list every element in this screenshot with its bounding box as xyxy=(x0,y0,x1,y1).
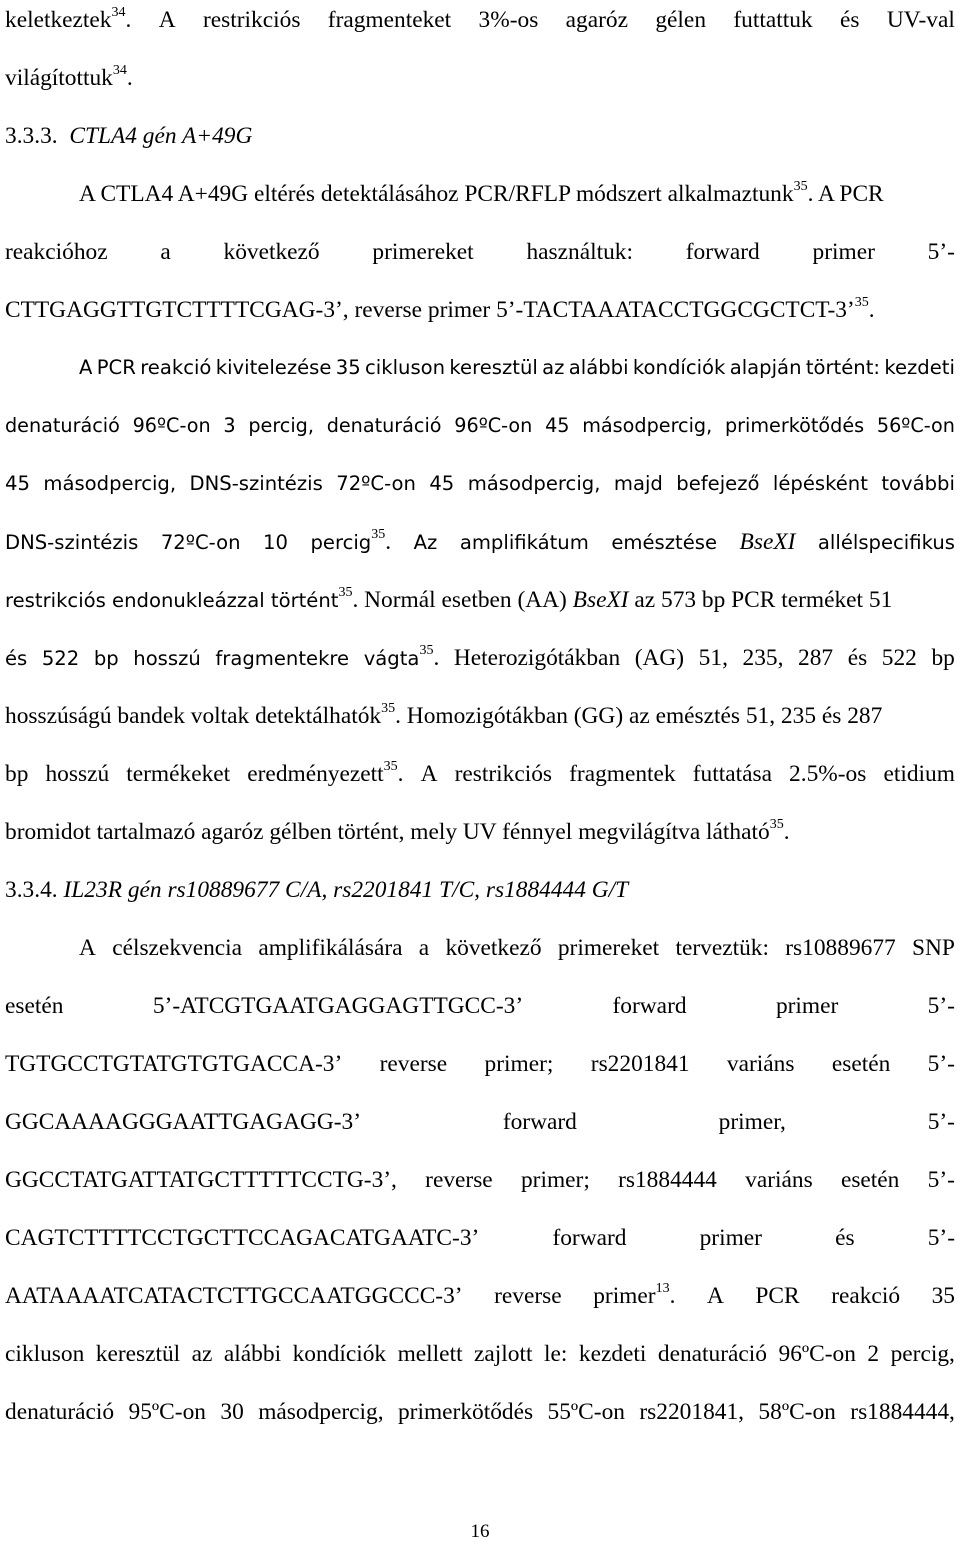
word: az xyxy=(191,1341,213,1367)
word: befejező xyxy=(676,472,760,495)
primer-sequence: GGCCTATGATTATGCTTTTTCCTG-3’, xyxy=(5,1167,397,1193)
word: alábbi xyxy=(568,356,629,379)
text-line xyxy=(5,411,955,441)
section-number: 3.3.4. xyxy=(5,877,58,903)
word: Az xyxy=(413,531,438,554)
word: restrikciós xyxy=(454,761,553,787)
word: reakcióhoz xyxy=(5,239,108,265)
text-line xyxy=(5,5,955,35)
word: rs2201841 xyxy=(590,1051,690,1077)
word: UV-val xyxy=(886,7,955,33)
word: 55ºC-on xyxy=(547,1399,625,1425)
line-text: hosszúságú bandek voltak detektálhatók xyxy=(5,703,382,729)
citation-superscript: 35 xyxy=(769,817,784,832)
word: bp xyxy=(931,645,955,671)
word: keletkeztek xyxy=(5,7,112,33)
text-line xyxy=(5,1049,955,1079)
word: és xyxy=(847,645,868,671)
word: rs1884444, xyxy=(850,1399,955,1425)
line-text: az 573 bp PCR terméket 51 xyxy=(634,587,893,613)
word: 45 xyxy=(5,472,30,495)
word: forward xyxy=(612,993,687,1019)
word: 45 xyxy=(429,472,455,495)
word: variáns xyxy=(745,1167,813,1193)
word: primerkötődés xyxy=(397,1399,534,1425)
word: 522 xyxy=(41,647,80,670)
word: 96ºC-on xyxy=(132,414,211,437)
word: 58ºC-on xyxy=(758,1399,836,1425)
word: gélen xyxy=(655,7,707,33)
text-line xyxy=(5,63,955,93)
text-line xyxy=(79,353,955,383)
word: amplifikátum xyxy=(459,531,589,554)
word: le: xyxy=(544,1341,568,1367)
text-line xyxy=(5,237,955,267)
page-number: 16 xyxy=(470,1521,490,1542)
word: . xyxy=(385,529,392,555)
word: fragmentekre xyxy=(215,647,350,670)
primer-sequence: GGCAAAAGGGAATTGAGAGG-3’ xyxy=(5,1109,362,1135)
word: emésztése xyxy=(611,531,718,554)
text-line xyxy=(5,469,955,499)
word: variáns xyxy=(726,1051,795,1077)
word: kondíciók xyxy=(632,356,726,379)
word: allélspecifikus xyxy=(817,531,955,554)
word: másodpercig, xyxy=(43,472,177,495)
word: hosszú xyxy=(45,761,110,787)
word: 5’- xyxy=(927,1167,955,1193)
line-text: . xyxy=(868,297,875,323)
section-heading xyxy=(5,121,955,151)
citation-superscript: 35 xyxy=(419,643,434,658)
word: primereket xyxy=(557,935,660,961)
word: 287 xyxy=(798,645,834,671)
citation-superscript: 35 xyxy=(854,295,869,310)
word: denaturáció xyxy=(326,414,442,437)
word: reakció xyxy=(831,1283,901,1309)
word: 3 xyxy=(223,414,236,437)
word: 51, xyxy=(698,645,728,671)
word: másodpercig, xyxy=(467,472,601,495)
word: 235, xyxy=(742,645,784,671)
line-text: bromidot tartalmazó agaróz gélben történt, mely UV fénnyel megvilágítva látható xyxy=(5,819,770,845)
text-line xyxy=(5,585,955,615)
primer-sequence: 5’-ATCGTGAATGAGGAGTTGCC-3’ xyxy=(152,993,524,1019)
word: 5’- xyxy=(927,239,955,265)
word: másodpercig, xyxy=(258,1399,384,1425)
word: bp xyxy=(93,647,119,670)
word: 96ºC-on xyxy=(454,414,533,437)
text-line xyxy=(79,179,955,209)
text-line xyxy=(5,1165,955,1195)
word: 5’- xyxy=(927,1051,955,1077)
word: 3%-os xyxy=(478,7,539,33)
word: A xyxy=(79,935,96,961)
word: kondíciók xyxy=(292,1341,387,1367)
section-title: IL23R gén rs10889677 C/A, rs2201841 T/C, rs1884444 G/T xyxy=(63,877,629,903)
word: termékeket xyxy=(126,761,231,787)
word: kezdeti xyxy=(884,356,955,379)
word: (AG) xyxy=(634,645,685,671)
word: reakció xyxy=(140,356,212,379)
word: használtuk: xyxy=(526,239,633,265)
word: 95ºC-on xyxy=(128,1399,206,1425)
word: reverse xyxy=(379,1051,448,1077)
citation-superscript: 13 xyxy=(655,1281,670,1296)
word: bp xyxy=(5,761,29,787)
word: reverse xyxy=(425,1167,493,1193)
word: rs2201841, xyxy=(639,1399,744,1425)
word: 35 xyxy=(931,1283,955,1309)
line-text: restrikciós endonukleázzal történt xyxy=(5,589,339,612)
word: 522 xyxy=(881,645,917,671)
word: etidium xyxy=(883,761,955,787)
section-number: 3.3.3. xyxy=(5,123,58,149)
word: hosszú xyxy=(133,647,201,670)
text-line xyxy=(5,991,955,1021)
word: következő xyxy=(445,935,542,961)
word: A xyxy=(158,7,176,33)
word: 2.5%-os xyxy=(789,761,867,787)
text-line xyxy=(5,1397,955,1427)
word: kivitelezése xyxy=(215,356,332,379)
word: futtatása xyxy=(692,761,772,787)
word: lépésként xyxy=(772,472,868,495)
word: kezdeti xyxy=(578,1341,647,1367)
word: keresztül xyxy=(449,356,538,379)
word: . xyxy=(126,65,133,91)
word: 10 xyxy=(263,531,288,554)
word: . xyxy=(125,7,132,33)
word: percig xyxy=(310,531,372,554)
text-line xyxy=(5,1107,955,1137)
word: primer xyxy=(775,993,839,1019)
word: alapján xyxy=(729,356,802,379)
text-line xyxy=(5,1281,955,1311)
text-line xyxy=(5,817,955,847)
word: primer xyxy=(593,1283,656,1309)
word: primer xyxy=(812,239,875,265)
word: rs1884444 xyxy=(618,1167,717,1193)
word: esetén xyxy=(5,993,64,1019)
word: a xyxy=(418,935,430,961)
word: célszekvencia xyxy=(112,935,243,961)
line-text: . xyxy=(783,819,790,845)
citation-superscript: 35 xyxy=(793,179,808,194)
word: történt: xyxy=(805,356,880,379)
word: alábbi xyxy=(223,1341,282,1367)
word: A xyxy=(706,1283,724,1309)
word: a xyxy=(160,239,171,265)
line-text: CTTGAGGTTGTCTTTTCGAG-3’, reverse primer 5’-TACTAAATACCTGGCGCTCT-3’ xyxy=(5,297,855,323)
word: 30 xyxy=(220,1399,244,1425)
word: A xyxy=(420,761,438,787)
text-line xyxy=(5,295,955,325)
primer-sequence: TGTGCCTGTATGTGTGACCA-3’ xyxy=(5,1051,343,1077)
word: 72ºC-on xyxy=(336,472,416,495)
word: keresztül xyxy=(95,1341,181,1367)
word: denaturáció xyxy=(5,1399,115,1425)
word: további xyxy=(881,472,955,495)
word: esetén xyxy=(831,1051,891,1077)
word: 5’- xyxy=(927,993,955,1019)
word: forward xyxy=(685,239,760,265)
word: következő xyxy=(223,239,320,265)
word: 2 xyxy=(867,1341,880,1367)
word: amplifikálására xyxy=(258,935,403,961)
word: cikluson xyxy=(5,1341,85,1367)
citation-superscript: 34 xyxy=(111,5,126,20)
word: az xyxy=(542,356,565,379)
word: 72ºC-on xyxy=(160,531,241,554)
word: zajlott xyxy=(474,1341,533,1367)
word: PCR xyxy=(755,1283,800,1309)
section-heading xyxy=(5,875,955,905)
section-title: CTLA4 gén A+49G xyxy=(69,123,253,149)
word: primerkötődés xyxy=(724,414,865,437)
word: forward xyxy=(502,1109,577,1135)
word: primereket xyxy=(372,239,474,265)
word: primer; xyxy=(520,1167,590,1193)
word: DNS-szintézis xyxy=(5,531,139,554)
word: PCR xyxy=(96,356,136,379)
word: primer xyxy=(699,1225,762,1251)
word: SNP xyxy=(912,935,955,961)
word: másodpercig, xyxy=(582,414,713,437)
enzyme-name: BseXI xyxy=(739,529,796,555)
text-line xyxy=(5,527,955,557)
word: 45 xyxy=(545,414,570,437)
word: mellett xyxy=(397,1341,463,1367)
word: majd xyxy=(613,472,663,495)
primer-sequence: AATAAAATCATACTCTTGCCAATGGCCC-3’ xyxy=(5,1283,463,1309)
word: 56ºC-on xyxy=(876,414,955,437)
word: terveztük: xyxy=(675,935,769,961)
line-text: . Homozigótákban (GG) az emésztés 51, 235 és 287 xyxy=(395,703,883,729)
word: A xyxy=(79,356,93,379)
word: és xyxy=(835,1225,855,1251)
citation-superscript: 35 xyxy=(381,701,396,716)
word: rs10889677 xyxy=(785,935,896,961)
word: cikluson xyxy=(365,356,446,379)
enzyme-name: BseXI xyxy=(572,587,629,613)
text-line xyxy=(5,643,955,673)
word: percig, xyxy=(248,414,314,437)
word: percig, xyxy=(890,1341,955,1367)
word: vágta xyxy=(363,647,420,670)
word: restrikciós xyxy=(202,7,301,33)
word: Heterozigótákban xyxy=(453,645,621,671)
word: fragmentek xyxy=(569,761,676,787)
word: primer; xyxy=(484,1051,554,1077)
line-text: . A PCR xyxy=(807,181,884,207)
word: reverse xyxy=(494,1283,562,1309)
word: 5’- xyxy=(927,1225,955,1251)
word: 5’- xyxy=(927,1109,955,1135)
word: primer, xyxy=(718,1109,786,1135)
word: esetén xyxy=(840,1167,900,1193)
word: denaturáció xyxy=(657,1341,768,1367)
word: és xyxy=(5,647,28,670)
word: . xyxy=(669,1283,676,1309)
word: eredményezett xyxy=(247,761,384,787)
word: 35 xyxy=(335,356,361,379)
citation-superscript: 35 xyxy=(371,527,386,542)
text-line xyxy=(79,933,955,963)
word: 96ºC-on xyxy=(778,1341,856,1367)
citation-superscript: 34 xyxy=(112,63,127,78)
word: fragmenteket xyxy=(327,7,452,33)
text-line xyxy=(5,759,955,789)
text-line xyxy=(5,701,955,731)
word: agaróz xyxy=(565,7,628,33)
word: . xyxy=(397,761,404,787)
word: futtattuk xyxy=(733,7,813,33)
line-text: A CTLA4 A+49G eltérés detektálásához PCR/RFLP módszert alkalmaztunk xyxy=(79,181,794,207)
text-line xyxy=(5,1339,955,1369)
word: forward xyxy=(552,1225,627,1251)
citation-superscript: 35 xyxy=(338,585,353,600)
word: és xyxy=(840,7,860,33)
word: denaturáció xyxy=(5,414,120,437)
word: . xyxy=(433,645,440,671)
word: DNS-szintézis xyxy=(189,472,323,495)
line-text: . Normál esetben (AA) xyxy=(352,587,567,613)
word: világítottuk xyxy=(5,65,113,91)
citation-superscript: 35 xyxy=(383,759,398,774)
text-line xyxy=(5,1223,955,1253)
primer-sequence: CAGTCTTTTCCTGCTTCCAGACATGAATC-3’ xyxy=(5,1225,480,1251)
